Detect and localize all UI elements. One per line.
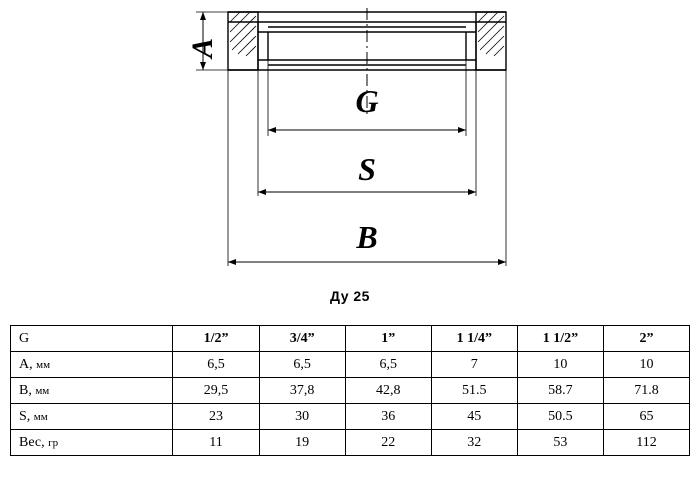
cell-s-4: 45	[431, 404, 517, 430]
cell-weight-4: 32	[431, 430, 517, 456]
cell-a-4: 7	[431, 352, 517, 378]
drawing-caption: Ду 25	[330, 288, 370, 304]
dimension-label-b: B	[356, 219, 378, 255]
row-label-a-unit: мм	[36, 358, 51, 371]
row-label-s	[11, 404, 173, 430]
row-label-b-unit: мм	[35, 384, 50, 397]
row-label-b-text: B,	[19, 382, 36, 398]
row-label-a-text: A,	[19, 356, 37, 372]
cell-a-6: 10	[603, 352, 689, 378]
table-row	[11, 352, 690, 378]
table-row	[11, 430, 690, 456]
cell-b-6: 71.8	[603, 378, 689, 404]
table-row	[11, 404, 690, 430]
header-cell-g: G	[11, 326, 173, 352]
cell-s-5: 50.5	[517, 404, 603, 430]
section-hatching-left	[230, 12, 256, 56]
table-row	[11, 378, 690, 404]
row-label-weight	[11, 430, 173, 456]
row-label-weight-unit: гр	[48, 436, 59, 449]
cell-s-6: 65	[603, 404, 689, 430]
table-header-row	[11, 326, 690, 352]
header-cell-size-2: 3/4”	[259, 326, 345, 352]
row-label-a	[11, 352, 173, 378]
cell-b-2: 37,8	[259, 378, 345, 404]
header-cell-size-4: 1 1/4”	[431, 326, 517, 352]
dimension-label-a: A	[186, 37, 219, 59]
cell-b-3: 42,8	[345, 378, 431, 404]
cell-b-1: 29,5	[173, 378, 259, 404]
dimension-label-g: G	[355, 83, 379, 119]
cell-b-5: 58.7	[517, 378, 603, 404]
extension-lines	[196, 12, 506, 266]
cell-weight-2: 19	[259, 430, 345, 456]
cell-weight-6: 112	[603, 430, 689, 456]
row-label-weight-text: Вес,	[19, 434, 49, 450]
header-cell-size-3: 1”	[345, 326, 431, 352]
dimension-g	[268, 127, 466, 133]
row-label-s-text: S,	[19, 408, 34, 424]
cell-a-2: 6,5	[259, 352, 345, 378]
header-cell-size-6: 2”	[603, 326, 689, 352]
cell-a-3: 6,5	[345, 352, 431, 378]
specification-table	[10, 325, 690, 456]
cell-s-3: 36	[345, 404, 431, 430]
dimension-s	[258, 189, 476, 195]
cell-s-1: 23	[173, 404, 259, 430]
cell-a-5: 10	[517, 352, 603, 378]
row-label-b	[11, 378, 173, 404]
cell-weight-5: 53	[517, 430, 603, 456]
header-cell-size-1: 1/2”	[173, 326, 259, 352]
section-hatching-right	[478, 12, 504, 56]
header-cell-size-5: 1 1/2”	[517, 326, 603, 352]
dimension-label-s: S	[358, 151, 376, 187]
row-label-s-unit: мм	[33, 410, 48, 423]
dimension-b	[228, 259, 506, 265]
cell-b-4: 51.5	[431, 378, 517, 404]
cell-s-2: 30	[259, 404, 345, 430]
cell-weight-1: 11	[173, 430, 259, 456]
cell-a-1: 6,5	[173, 352, 259, 378]
cell-weight-3: 22	[345, 430, 431, 456]
